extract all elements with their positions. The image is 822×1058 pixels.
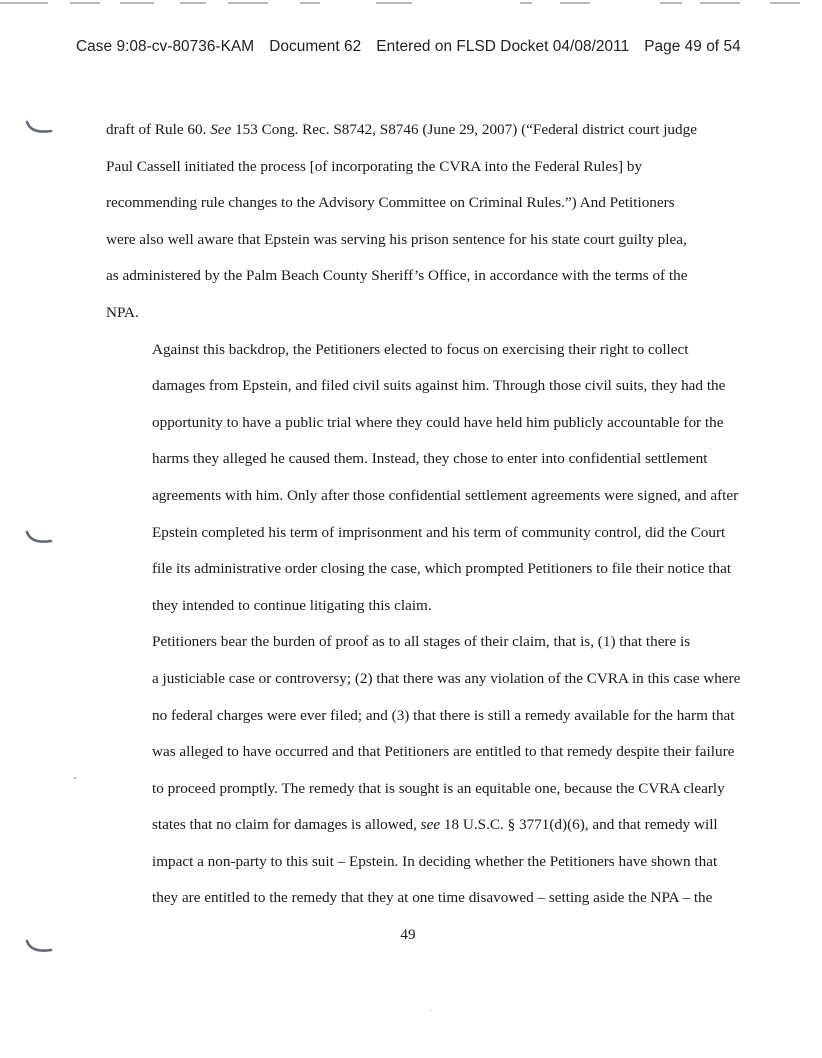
text-line: damages from Epstein, and filed civil suits against him. Through those civil suits, they had the [152, 377, 726, 395]
text-line: Epstein completed his term of imprisonment and his term of community control, did the Court [152, 523, 726, 541]
punch-hole-mark-icon [25, 118, 53, 138]
document-number: Document 62 [269, 38, 362, 55]
punch-hole-mark-icon [25, 528, 53, 548]
text-line: no federal charges were ever filed; and (3) that there is still a remedy available for the harm that [152, 706, 735, 724]
body-text [106, 112, 741, 917]
text-line: Paul Cassell initiated the process [of incorporating the CVRA into the Federal Rules] by [106, 157, 643, 175]
text-line: a justiciable case or controversy; (2) that there was any violation of the CVRA in this case where [152, 669, 741, 687]
docket-entry-date: Entered on FLSD Docket 04/08/2011 [376, 38, 630, 55]
text-line: recommending rule changes to the Advisory Committee on Criminal Rules.”) And Petitioners [106, 194, 675, 212]
text-line: were also well aware that Epstein was serving his prison sentence for his state court guilty plea, [106, 230, 687, 248]
text-line: they are entitled to the remedy that they at one time disavowed – setting aside the NPA – the [152, 889, 713, 907]
text-line: file its administrative order closing the case, which prompted Petitioners to file their notice that [152, 560, 732, 578]
text-line: opportunity to have a public trial where they could have held him publicly accountable for the [152, 413, 724, 431]
page-count: Page 49 of 54 [644, 38, 741, 55]
scan-speck [430, 1010, 431, 1011]
page-number: 49 [400, 926, 416, 943]
text-line: as administered by the Palm Beach County Sheriff’s Office, in accordance with the terms of the [106, 267, 688, 285]
scan-edge-artifact [0, 0, 822, 10]
case-number: Case 9:08-cv-80736-KAM [76, 38, 255, 55]
italic-citation-signal: see [420, 816, 441, 834]
punch-hole-mark-icon [25, 937, 53, 957]
text-line: to proceed promptly. The remedy that is sought is an equitable one, because the CVRA clearly [152, 779, 725, 797]
text-line: draft of Rule 60. See 153 Cong. Rec. S8742, S8746 (June 29, 2007) (“Federal district court judge [106, 121, 697, 138]
text-line: they intended to continue litigating this claim. [152, 596, 432, 614]
text-line: Against this backdrop, the Petitioners elected to focus on exercising their right to collect [152, 340, 689, 358]
text-line: NPA. [106, 303, 139, 321]
italic-citation-signal: See [210, 121, 232, 138]
docket-header [76, 38, 776, 56]
text-line: impact a non-party to this suit – Epstein. In deciding whether the Petitioners have shown that [152, 852, 718, 870]
text-line: harms they alleged he caused them. Instead, they chose to enter into confidential settlement [152, 450, 708, 468]
text-line: states that no claim for damages is allowed, see 18 U.S.C. § 3771(d)(6), and that remedy will [152, 816, 718, 834]
text-line: agreements with him. Only after those confidential settlement agreements were signed, and after [152, 486, 739, 504]
paragraph-3 [106, 624, 741, 917]
scan-speck [74, 777, 76, 779]
paragraph-2 [106, 332, 739, 625]
text-line: Petitioners bear the burden of proof as to all stages of their claim, that is, (1) that there is [152, 633, 691, 651]
paragraph-1 [106, 112, 712, 332]
text-line: was alleged to have occurred and that Petitioners are entitled to that remedy despite their failure [152, 743, 735, 761]
